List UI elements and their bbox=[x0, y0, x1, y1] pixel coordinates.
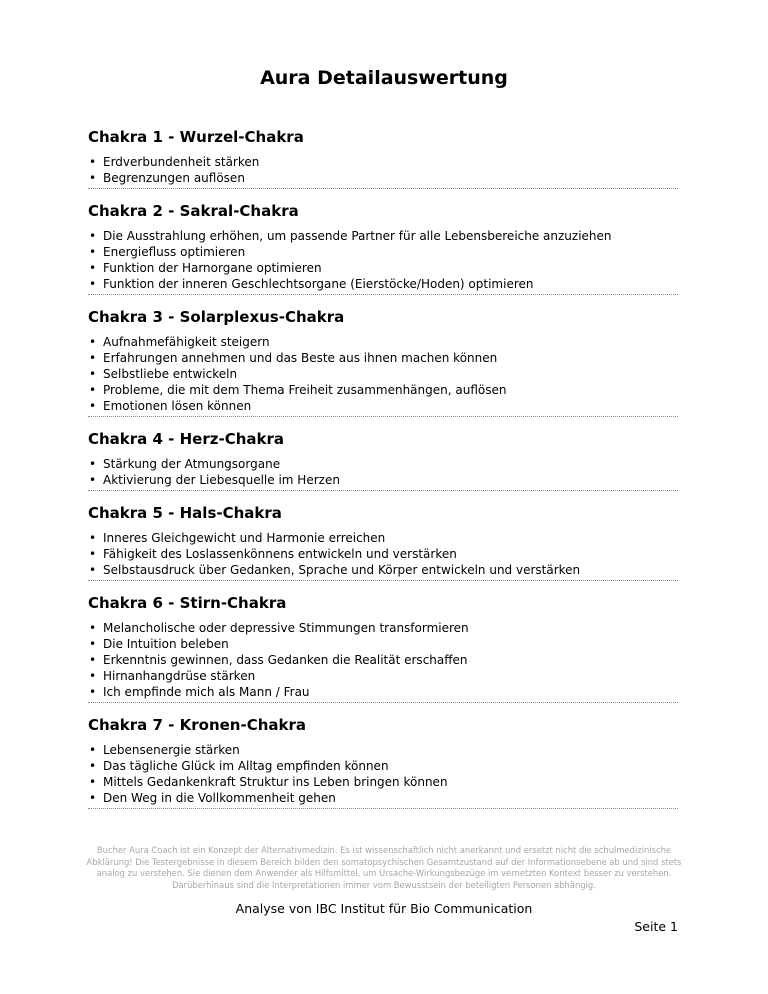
list-item: • Melancholische oder depressive Stimmungen transformieren bbox=[88, 620, 678, 636]
list-item: • Stärkung der Atmungsorgane bbox=[88, 456, 678, 472]
chakra-section bbox=[88, 429, 678, 491]
section-heading: Chakra 7 - Kronen-Chakra bbox=[88, 716, 307, 734]
list-item: • Die Ausstrahlung erhöhen, um passende Partner für alle Lebensbereiche anzuziehen bbox=[88, 228, 678, 244]
page-number: Seite 1 bbox=[634, 919, 678, 934]
chakra-section bbox=[88, 715, 678, 809]
list-item: • Funktion der inneren Geschlechtsorgane (Eierstöcke/Hoden) optimieren bbox=[88, 276, 678, 292]
list-item: • Erfahrungen annehmen und das Beste aus ihnen machen können bbox=[88, 350, 678, 366]
list-item: • Begrenzungen auflösen bbox=[88, 170, 678, 186]
list-item: • Erdverbundenheit stärken bbox=[88, 154, 678, 170]
list-item: • Aktivierung der Liebesquelle im Herzen bbox=[88, 472, 678, 488]
list-item: • Mittels Gedankenkraft Struktur ins Leben bringen können bbox=[88, 774, 678, 790]
bullet-list bbox=[88, 530, 678, 578]
list-item: • Die Intuition beleben bbox=[88, 636, 678, 652]
section-heading: Chakra 3 - Solarplexus-Chakra bbox=[88, 308, 345, 326]
list-item: • Inneres Gleichgewicht und Harmonie erreichen bbox=[88, 530, 678, 546]
bullet-list bbox=[88, 742, 678, 806]
list-item: • Selbstliebe entwickeln bbox=[88, 366, 678, 382]
list-item: • Hirnanhangdrüse stärken bbox=[88, 668, 678, 684]
list-item: • Probleme, die mit dem Thema Freiheit zusammenhängen, auflösen bbox=[88, 382, 678, 398]
section-heading: Chakra 1 - Wurzel-Chakra bbox=[88, 128, 304, 146]
list-item: • Den Weg in die Vollkommenheit gehen bbox=[88, 790, 678, 806]
list-item: • Ich empfinde mich als Mann / Frau bbox=[88, 684, 678, 700]
list-item: • Energiefluss optimieren bbox=[88, 244, 678, 260]
chakra-section bbox=[88, 593, 678, 703]
bullet-list bbox=[88, 154, 678, 186]
list-item: • Erkenntnis gewinnen, dass Gedanken die Realität erschaffen bbox=[88, 652, 678, 668]
list-item: • Lebensenergie stärken bbox=[88, 742, 678, 758]
bullet-list bbox=[88, 228, 678, 292]
disclaimer-text: Bucher Aura Coach ist ein Konzept der Alternativmedizin. Es ist wissenschaftlich nicht anerkannt und ersetzt nicht die schulmedizinische Abklärung! Die Testergebnisse in diesem Bereich bilden den somatopsychischen Gesamtzustand auf der Informationsebene ab und sind stets analog zu verstehen. Sie dienen dem Anwender als Hilfsmittel, um Ursache-Wirkungsbezüge im vernetzten Kontext besser zu verstehen. Darüberhinaus sind die Interpretationen immer vom Bewusstsein der beteiligten Personen abhängig. bbox=[86, 845, 682, 890]
list-item: • Aufnahmefähigkeit steigern bbox=[88, 334, 678, 350]
list-item: • Das tägliche Glück im Alltag empfinden können bbox=[88, 758, 678, 774]
chakra-section bbox=[88, 307, 678, 417]
list-item: • Selbstausdruck über Gedanken, Sprache und Körper entwickeln und verstärken bbox=[88, 562, 678, 578]
bullet-list bbox=[88, 456, 678, 488]
list-item: • Emotionen lösen können bbox=[88, 398, 678, 414]
bullet-list bbox=[88, 334, 678, 414]
section-heading: Chakra 4 - Herz-Chakra bbox=[88, 430, 285, 448]
analysis-footer: Analyse von IBC Institut für Bio Communication bbox=[235, 901, 533, 916]
chakra-sections bbox=[88, 127, 678, 821]
chakra-section bbox=[88, 201, 678, 295]
section-heading: Chakra 6 - Stirn-Chakra bbox=[88, 594, 287, 612]
chakra-section bbox=[88, 127, 678, 189]
list-item: • Funktion der Harnorgane optimieren bbox=[88, 260, 678, 276]
list-item: • Fähigkeit des Loslassenkönnens entwickeln und verstärken bbox=[88, 546, 678, 562]
bullet-list bbox=[88, 620, 678, 700]
section-heading: Chakra 2 - Sakral-Chakra bbox=[88, 202, 299, 220]
chakra-section bbox=[88, 503, 678, 581]
section-heading: Chakra 5 - Hals-Chakra bbox=[88, 504, 282, 522]
page-title: Aura Detailauswertung bbox=[260, 67, 508, 89]
